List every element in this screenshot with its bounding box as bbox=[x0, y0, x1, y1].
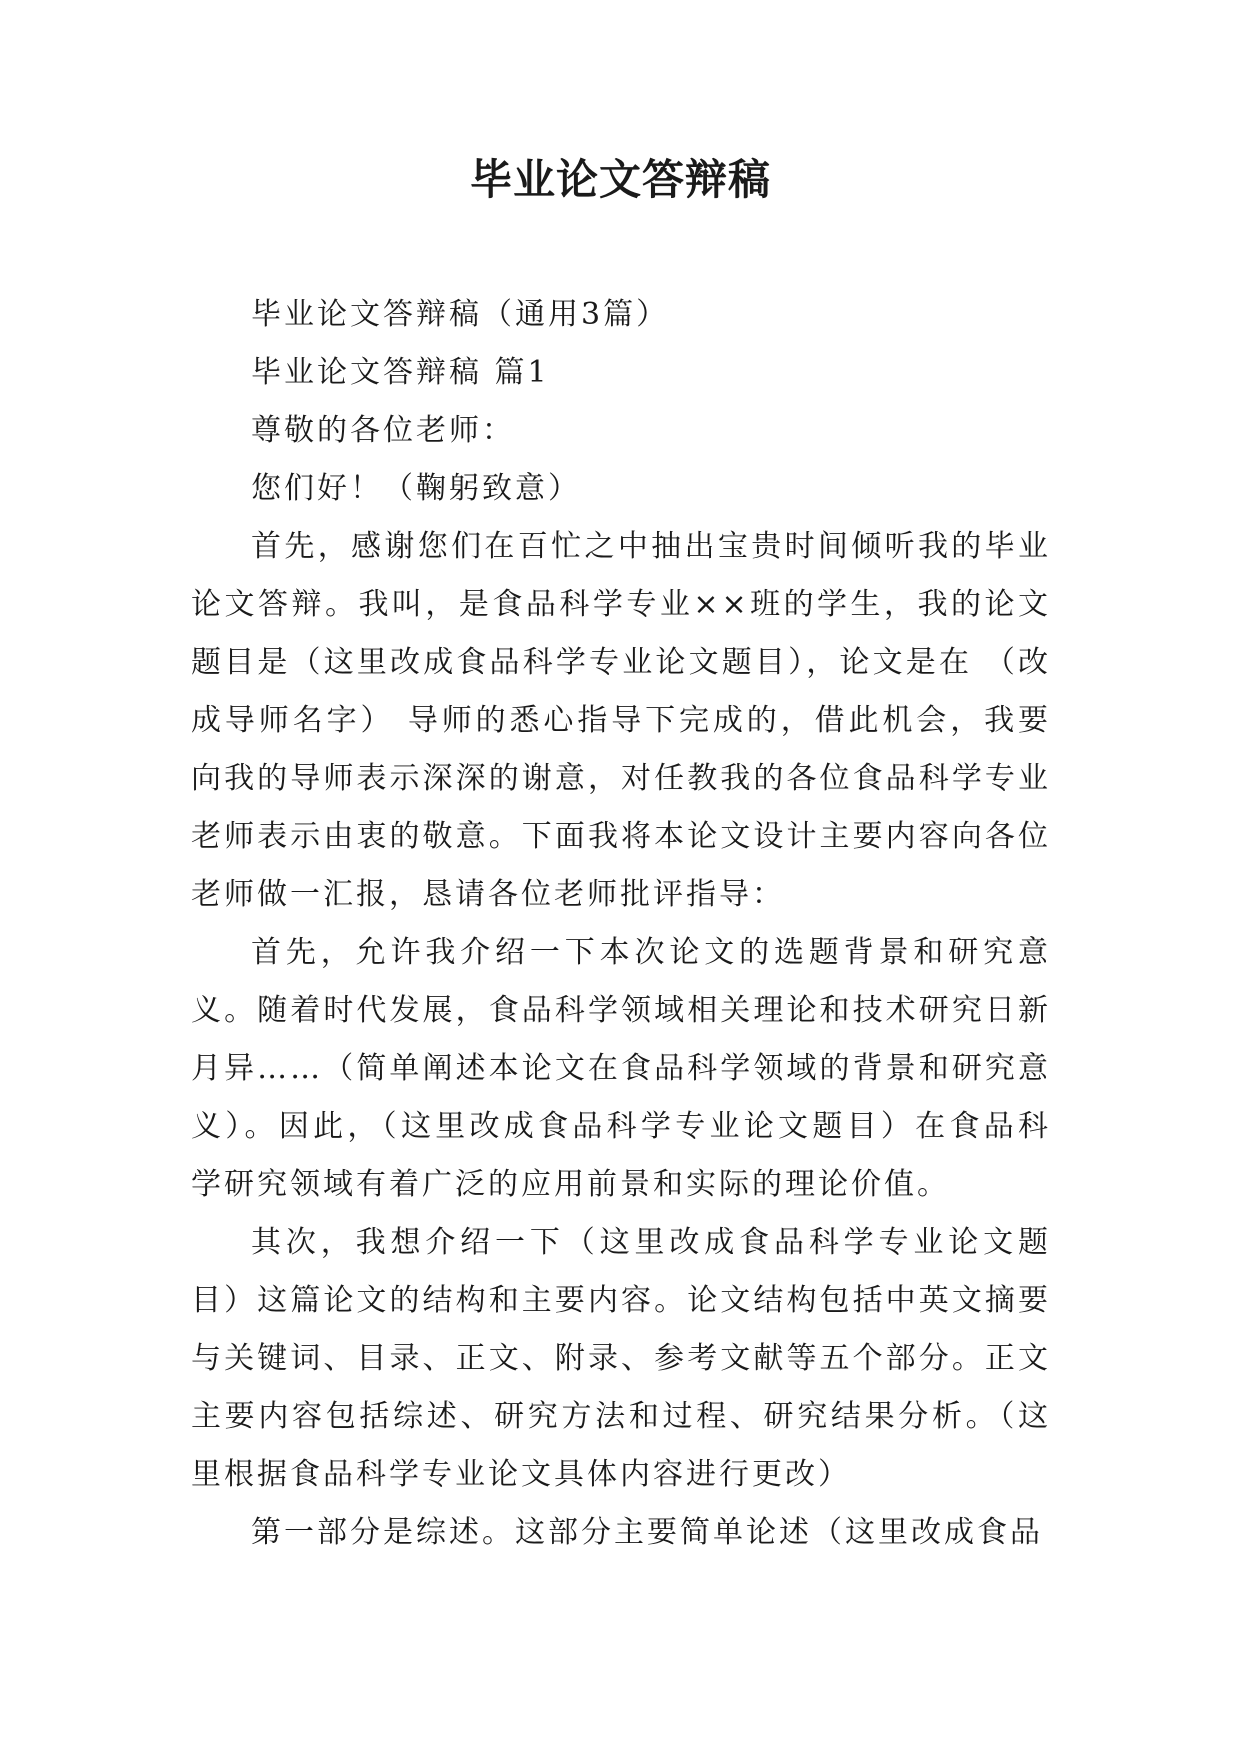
greeting: 您们好！（鞠躬致意） bbox=[251, 471, 581, 506]
body-paragraph: 其次，我想介绍一下（这里改成食品科学专业论文题目）这篇论文的结构和主要内容。论文结构包括中英文摘要与关键词、目录、正文、附录、参考文献等五个部分。正文主要内容包括综述、研究方法和过程、研究结果分析。（这里根据食品科学专业论文具体内容进行更改） bbox=[191, 1225, 1051, 1492]
body-paragraph: 第一部分是综述。这部分主要简单论述（这里改成食品 bbox=[251, 1515, 1043, 1550]
body-paragraph: 首先，允许我介绍一下本次论文的选题背景和研究意义。随着时代发展，食品科学领域相关理论和技术研究日新月异……（简单阐述本论文在食品科学领域的背景和研究意义）。因此，（这里改成食品科学专业论文题目）在食品科学研究领域有着广泛的应用前景和实际的理论价值。 bbox=[191, 935, 1051, 1202]
document-title: 毕业论文答辩稿 bbox=[469, 155, 771, 204]
section-heading: 毕业论文答辩稿 篇1 bbox=[251, 355, 550, 390]
document-body bbox=[191, 286, 1051, 1562]
body-paragraph: 首先，感谢您们在百忙之中抽出宝贵时间倾听我的毕业论文答辩。我叫，是食品科学专业××班的学生，我的论文题目是（这里改成食品科学专业论文题目），论文是在 （改成导师名字） 导师的悉心指导下完成的，借此机会，我要向我的导师表示深深的谢意，对任教我的各位食品科学专业老师表示由衷的敬意。下面我将本论文设计主要内容向各位老师做一汇报，恳请各位老师批评指导： bbox=[191, 529, 1051, 912]
salutation: 尊敬的各位老师： bbox=[251, 413, 515, 448]
subtitle-paragraph: 毕业论文答辩稿（通用3篇） bbox=[251, 297, 670, 332]
